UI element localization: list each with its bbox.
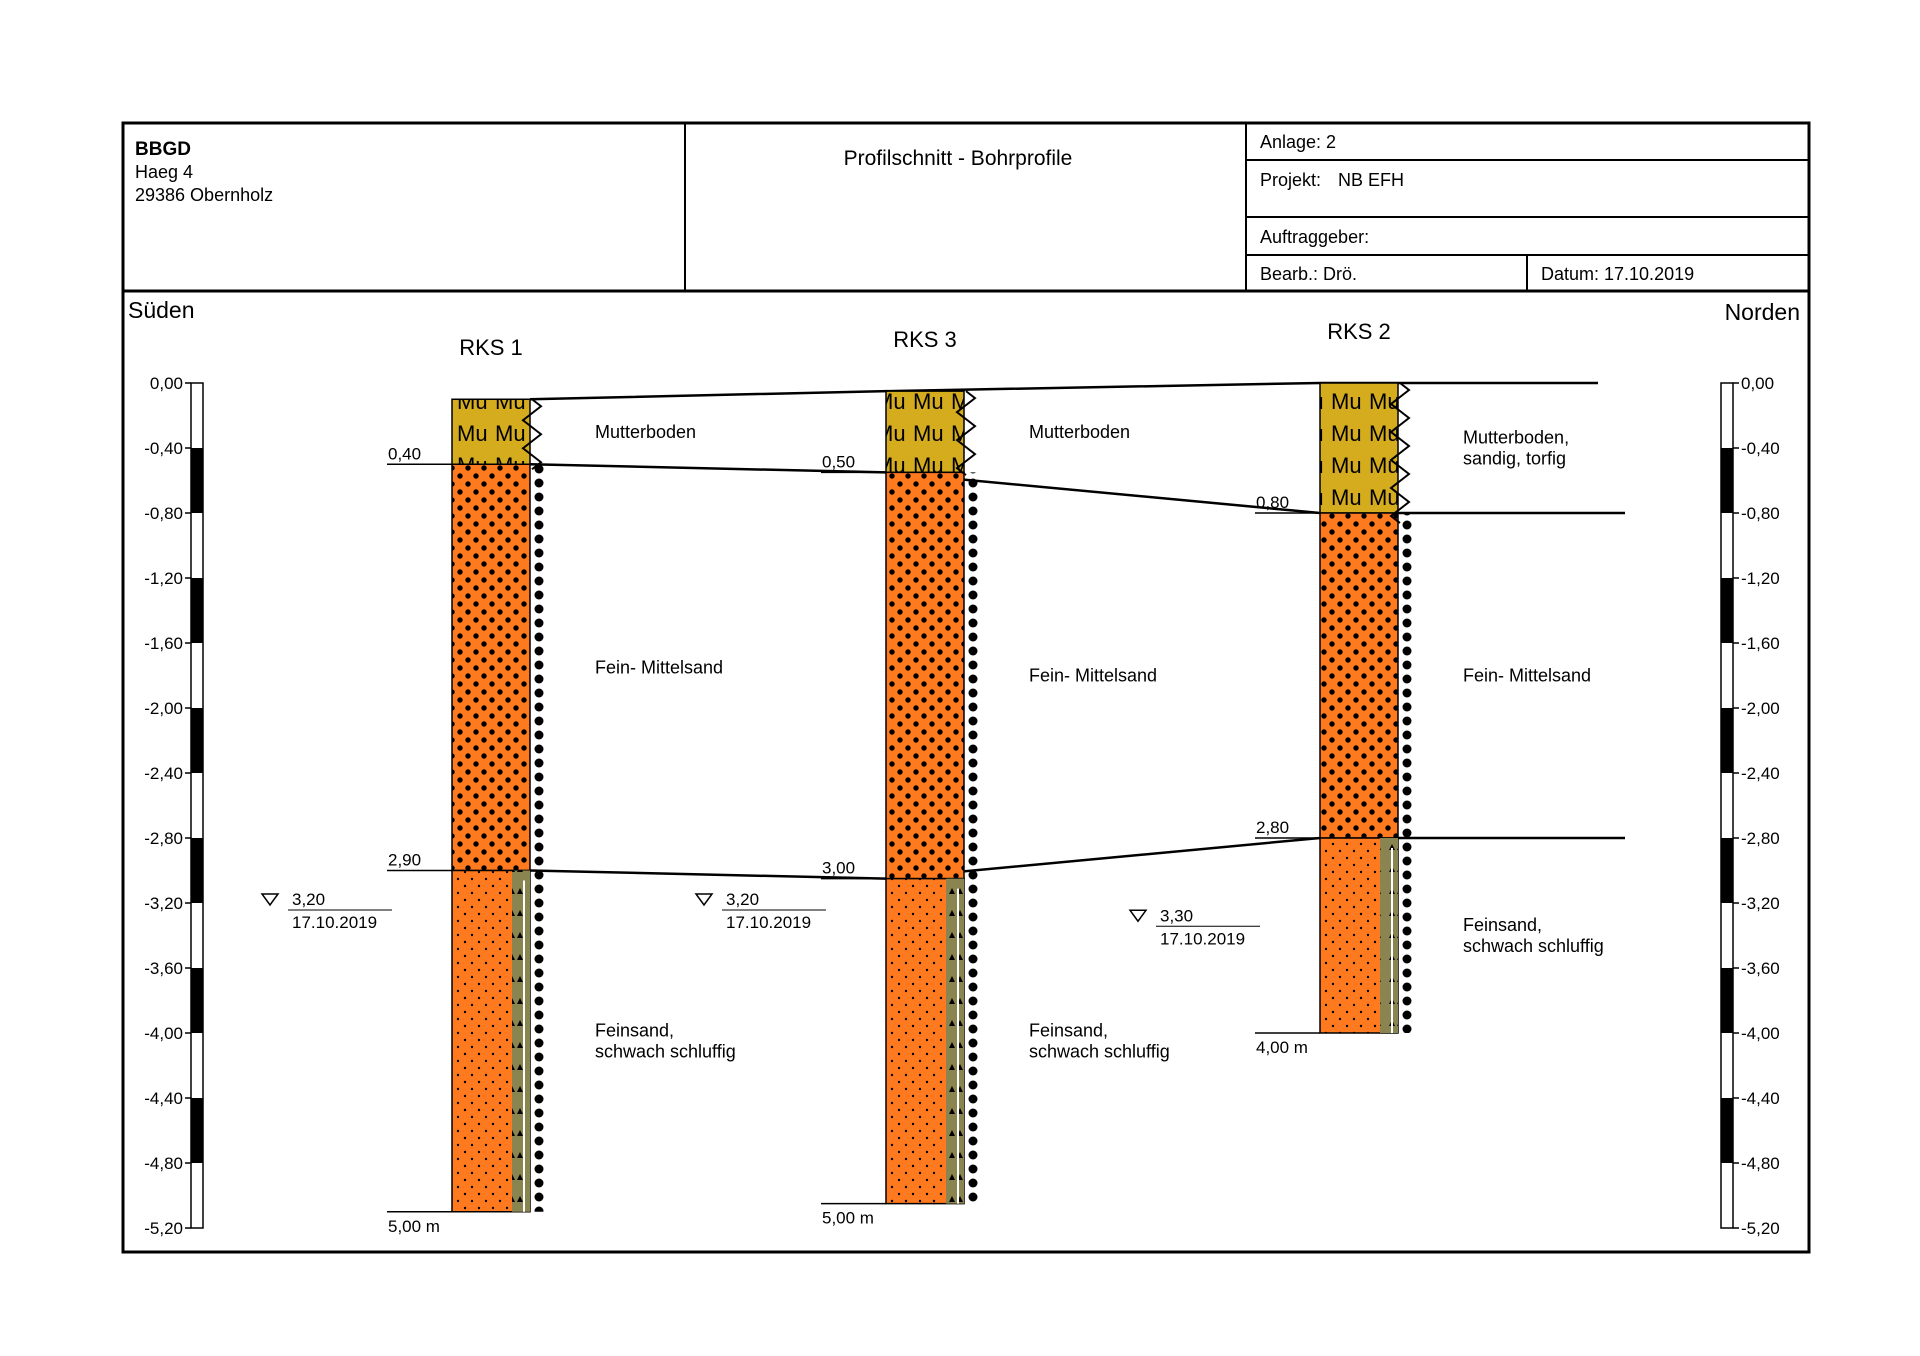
- layer-feinmittelsand: [1320, 513, 1398, 838]
- borehole-name: RKS 1: [459, 335, 523, 360]
- direction-south: Süden: [128, 297, 195, 323]
- layer-description: sandig, torfig: [1463, 448, 1567, 469]
- sand-dots-column: [967, 472, 981, 1203]
- bearbeiter-field: Bearb.: Drö.: [1260, 264, 1358, 284]
- layer-feinmittelsand: [886, 472, 964, 878]
- layer-description: Feinsand,: [1029, 1020, 1109, 1041]
- scale-tick-label: -1,20: [1741, 569, 1780, 588]
- layer-depth-label: 2,90: [388, 850, 422, 870]
- layer-description: Feinsand,: [595, 1020, 675, 1041]
- boreholes: [262, 319, 1604, 1236]
- scale-tick-label: -3,20: [1741, 894, 1780, 913]
- borehole-name: RKS 2: [1327, 319, 1391, 344]
- layer-depth-label: 0,80: [1256, 493, 1290, 512]
- scale-tick-label: -2,80: [144, 829, 183, 848]
- layer-depth-label: 2,80: [1256, 818, 1290, 837]
- silt-band: [512, 871, 530, 1212]
- scale-bar-segment: [1721, 838, 1733, 903]
- scale-bar-segment: [1721, 708, 1733, 773]
- sand-base-line: [530, 838, 1625, 879]
- layer-feinmittelsand: [452, 464, 530, 870]
- layer-description: Fein- Mittelsand: [1029, 665, 1158, 686]
- scale-tick-label: -4,00: [144, 1024, 183, 1043]
- auftraggeber-field: Auftraggeber:: [1260, 227, 1370, 247]
- layer-depth-label: 0,50: [822, 452, 856, 472]
- layer-depth-label: 5,00 m: [822, 1208, 874, 1228]
- scale-tick-label: -0,40: [1741, 439, 1780, 458]
- scale-tick-label: 0,00: [1741, 374, 1775, 393]
- layer-description: schwach schluffig: [1029, 1041, 1170, 1062]
- scale-tick-label: -4,40: [1741, 1089, 1780, 1108]
- datum-field: Datum: 17.10.2019: [1541, 264, 1695, 284]
- layer-depth-label: 5,00 m: [388, 1216, 440, 1236]
- water-level-date: 17.10.2019: [726, 913, 812, 932]
- scale-tick-label: -1,20: [144, 569, 183, 588]
- company-city: 29386 Obernholz: [135, 185, 274, 205]
- layer-description: Mutterboden: [1029, 421, 1131, 442]
- title-block: [123, 123, 1809, 291]
- water-level-icon: [262, 894, 278, 905]
- scale-tick-label: -0,80: [1741, 504, 1780, 523]
- layer-mutterboden: [886, 391, 964, 472]
- layer-description: Mutterboden,: [1463, 427, 1570, 448]
- scale-tick-label: -2,00: [1741, 699, 1780, 718]
- mutterboden-base-line: [530, 464, 1625, 513]
- water-level-depth: 3,20: [292, 890, 326, 909]
- company-name: BBGD: [135, 139, 191, 160]
- scale-tick-label: -4,40: [144, 1089, 183, 1108]
- layer-mutterboden: [452, 399, 530, 464]
- terrain-surface-line: [530, 383, 1598, 399]
- sand-dots-column: [533, 464, 547, 1212]
- scale-tick-label: -1,60: [144, 634, 183, 653]
- layer-depth-label: 3,00: [822, 858, 856, 878]
- sheet-title: Profilschnitt - Bohrprofile: [843, 147, 1073, 170]
- scale-bar-segment: [1721, 1098, 1733, 1163]
- silt-band: [946, 879, 964, 1204]
- projekt-label: Projekt:: [1260, 170, 1322, 190]
- layer-mutterboden: [1320, 383, 1398, 513]
- layer-depth-label: 4,00 m: [1256, 1038, 1308, 1057]
- layer-description: Fein- Mittelsand: [595, 657, 724, 678]
- scale-tick-label: -0,40: [144, 439, 183, 458]
- scale-tick-label: -4,00: [1741, 1024, 1780, 1043]
- water-level-icon: [696, 894, 712, 905]
- scale-tick-label: -2,00: [144, 699, 183, 718]
- scale-tick-label: -3,60: [1741, 959, 1780, 978]
- scale-bar-segment: [191, 448, 203, 513]
- layer-description: Mutterboden: [595, 421, 697, 442]
- water-level-date: 17.10.2019: [292, 913, 378, 932]
- water-level-icon: [1130, 910, 1146, 921]
- projekt-value: NB EFH: [1338, 170, 1405, 190]
- borehole-rks-3: [696, 327, 1170, 1228]
- direction-north: Norden: [1724, 299, 1800, 325]
- scale-tick-label: -2,80: [1741, 829, 1780, 848]
- scale-bar-segment: [191, 578, 203, 643]
- scale-bar-segment: [191, 838, 203, 903]
- company-street: Haeg 4: [135, 162, 194, 182]
- scale-bar-segment: [191, 708, 203, 773]
- scale-tick-label: -5,20: [1741, 1219, 1780, 1238]
- scale-tick-label: -4,80: [144, 1154, 183, 1173]
- borehole-rks-1: [262, 335, 736, 1236]
- scale-bar-segment: [191, 968, 203, 1033]
- layer-depth-label: 0,40: [388, 444, 422, 464]
- layer-description: Feinsand,: [1463, 915, 1543, 935]
- silt-band: [1380, 838, 1398, 1033]
- borehole-rks-2: [1130, 319, 1604, 1057]
- scale-tick-label: -3,20: [144, 894, 183, 913]
- scale-tick-label: -5,20: [144, 1219, 183, 1238]
- water-level-depth: 3,30: [1160, 906, 1194, 926]
- anlage-field: Anlage: 2: [1260, 132, 1337, 152]
- depth-scale-right: [1721, 374, 1780, 1238]
- depth-scale-left: [144, 374, 203, 1238]
- scale-tick-label: -3,60: [144, 959, 183, 978]
- layer-description: Fein- Mittelsand: [1463, 665, 1592, 686]
- scale-bar-segment: [191, 1098, 203, 1163]
- scale-tick-label: -2,40: [1741, 764, 1780, 783]
- layer-description: schwach schluffig: [595, 1041, 736, 1062]
- scale-tick-label: 0,00: [149, 374, 183, 393]
- scale-tick-label: -2,40: [144, 764, 183, 783]
- scale-bar-segment: [1721, 448, 1733, 513]
- layer-correlation-lines: [530, 383, 1625, 879]
- layer-description: schwach schluffig: [1463, 936, 1604, 956]
- water-level-date: 17.10.2019: [1160, 929, 1246, 949]
- scale-tick-label: -1,60: [1741, 634, 1780, 653]
- borehole-name: RKS 3: [893, 327, 957, 352]
- scale-bar-segment: [1721, 578, 1733, 643]
- water-level-depth: 3,20: [726, 890, 760, 909]
- scale-tick-label: -4,80: [1741, 1154, 1780, 1173]
- sand-dots-column: [1401, 513, 1415, 1033]
- scale-tick-label: -0,80: [144, 504, 183, 523]
- scale-bar-segment: [1721, 968, 1733, 1033]
